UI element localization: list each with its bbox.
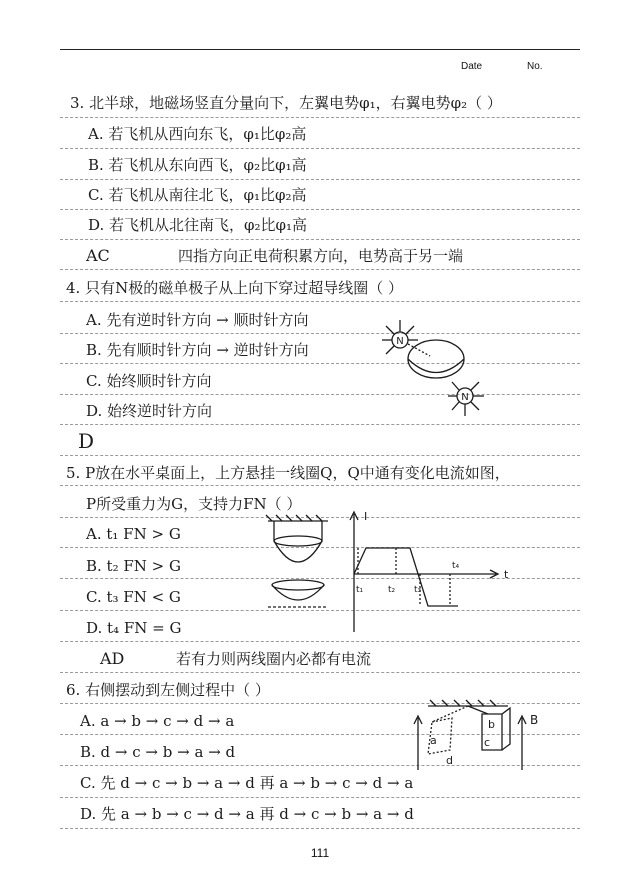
q5-note: 若有力则两线圈内必都有电流 [176,650,372,668]
q4-option-d: D. 始终逆时针方向 [86,402,213,420]
tick-t2: t₂ [388,585,396,595]
q5-coils-figure [262,515,342,615]
loop-right-side [502,708,510,750]
coil-q-top [274,536,322,546]
label-c: c [484,736,491,749]
ruled-line [60,424,580,425]
ruled-line [60,797,580,798]
label-a: a [430,734,437,747]
swing-string-left [432,706,468,722]
field-arrow [386,326,394,334]
q5-option-c: C. t₃ FN < G [86,588,181,606]
tick-t4: t₄ [452,561,460,571]
field-arrow [386,346,394,354]
y-axis-label: I [364,510,368,523]
ruled-line [60,209,580,210]
tick-t1: t₁ [356,585,364,595]
ruled-line [60,333,580,334]
q3-note: 四指方向正电荷积累方向，电势高于另一端 [178,247,464,265]
x-axis-label: t [504,568,509,581]
field-label-right: B [530,713,539,727]
monopole-top-label: N [396,336,404,347]
tick-t3: t₃ [414,585,422,595]
q6-stem: 6. 右侧摆动到左侧过程中（ ） [66,681,270,699]
q6-option-c: C. 先 d → c → b → a → d 再 a → b → c → d → a [80,774,414,792]
q3-answer: AC [86,246,110,265]
q6-option-b: B. d → c → b → a → d [80,743,236,761]
q5-stem-line2: P所受重力为G，支持力FN（ ） [86,495,302,513]
q4-monopole-figure [378,308,488,418]
q3-option-d: D. 若飞机从北往南飞，φ₂比φ₁高 [88,216,308,234]
date-label: Date [461,61,483,72]
page-header [0,0,640,80]
coil-p-top [272,580,324,590]
q6-option-a: A. a → b → c → d → a [80,712,235,730]
page-number: 111 [310,846,330,860]
field-arrow [471,382,479,390]
q3-stem: 3. 北半球，地磁场竖直分量向下，左翼电势φ₁，右翼电势φ₂（ ） [70,94,502,112]
number-label: No. [527,61,543,72]
string-right [468,706,488,714]
q6-pendulum-figure [404,700,554,778]
q5-option-a: A. t₁ FN > G [86,525,181,543]
ruled-line [60,117,580,118]
q4-option-b: B. 先有顺时针方向 → 逆时针方向 [86,341,309,359]
field-arrow [471,402,479,410]
q5-current-graph [346,508,516,638]
ruled-line [60,828,580,829]
field-arrow [452,382,459,390]
ruled-line [60,394,580,395]
label-d: d [446,754,453,767]
monopole-bottom-label: N [461,392,469,403]
q5-option-b: B. t₂ FN > G [86,557,181,575]
ruled-line [60,485,580,486]
ruled-line [60,455,580,456]
coil-p [272,585,324,600]
q4-option-c: C. 始终顺时针方向 [86,372,212,390]
ruled-line [60,239,580,240]
current-curve [354,548,458,606]
ruled-line [60,301,580,302]
q6-option-d: D. 先 a → b → c → d → a 再 d → c → b → a → d [80,805,414,823]
q3-option-a: A. 若飞机从西向东飞，φ₁比φ₂高 [88,125,307,143]
ruled-line [60,148,580,149]
q5-stem-line1: 5. P放在水平桌面上，上方悬挂一线圈Q，Q中通有变化电流如图， [66,464,510,482]
header-rule [60,49,580,50]
q4-option-a: A. 先有逆时针方向 → 顺时针方向 [86,311,309,329]
q4-answer: D [78,429,95,453]
ruled-line [60,641,580,642]
q5-answer: AD [100,649,125,668]
ruled-line [60,269,580,270]
field-arrow [406,326,414,334]
q4-stem: 4. 只有N极的磁单极子从上向下穿过超导线圈（ ） [66,279,403,297]
q3-option-c: C. 若飞机从南往北飞，φ₁比φ₂高 [88,186,307,204]
ruled-line [60,363,580,364]
field-arrow [452,402,459,410]
ruled-line [60,672,580,673]
coil-front-arc [408,359,464,373]
q3-option-b: B. 若飞机从东向西飞，φ₂比φ₁高 [88,156,307,174]
label-b: b [488,718,495,731]
q5-option-d: D. t₄ FN = G [86,619,182,637]
ruled-line [60,179,580,180]
